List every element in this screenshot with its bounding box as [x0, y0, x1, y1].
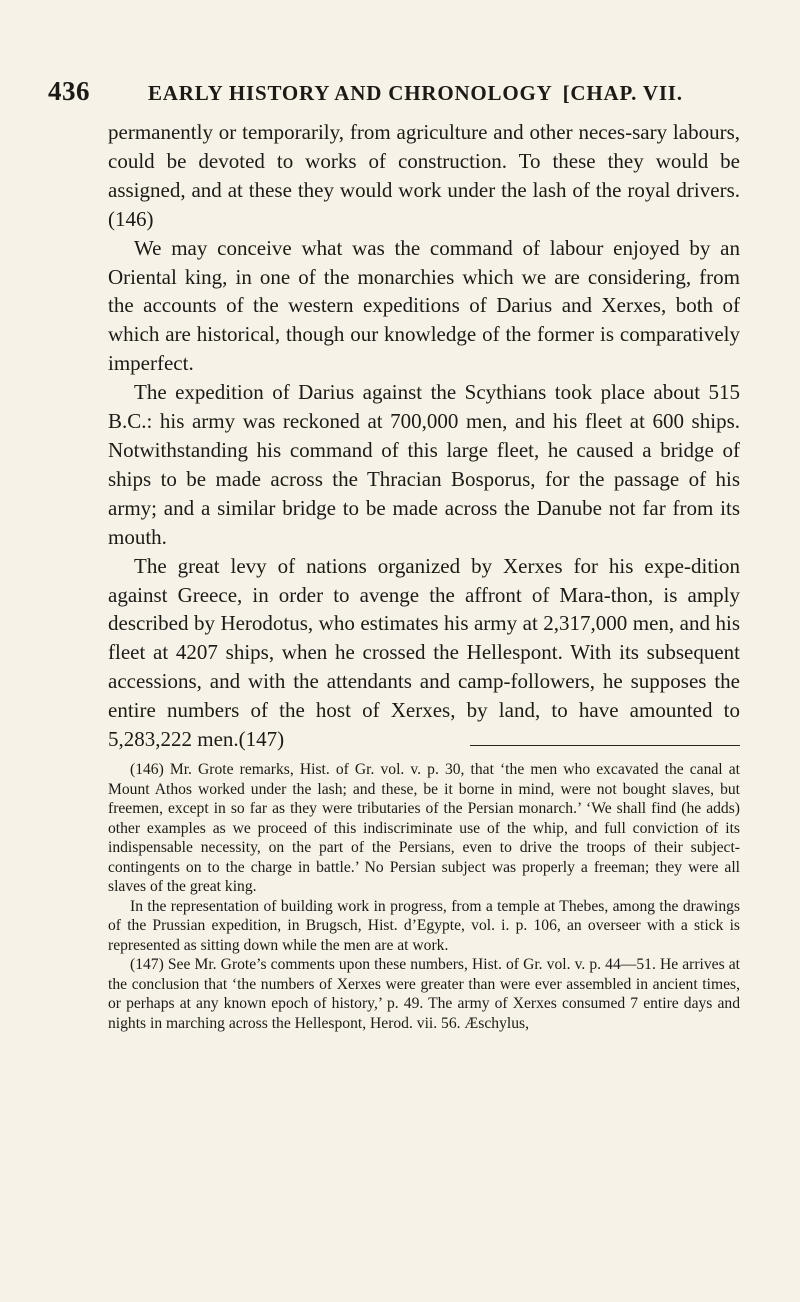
- page-number: 436: [48, 76, 90, 106]
- body-paragraph: permanently or temporarily, from agriculture and other neces-sary labours, could be devoted to works of construction. To these they would be assigned, and at these they would work under the lash of the royal drivers.(146): [108, 120, 740, 231]
- chapter-label: [CHAP. VII.: [562, 81, 683, 105]
- body-paragraph: The great levy of nations organized by Xerxes for his expe-dition against Greece, in order to avenge the affront of Mara-thon, is amply described by Herodotus, who estimates his army at 2,317,000 men, and his fleet at 4207 ships, when he crossed the Hellespont. With its subsequent accessions, and with the attendants and camp-followers, he supposes the entire numbers of the host of Xerxes, by land, to have amounted to 5,283,222 men.(147): [108, 553, 740, 752]
- running-header: [48, 76, 748, 107]
- body-paragraph: We may conceive what was the command of labour enjoyed by an Oriental king, in one of the monarchies which we are considering, from the accounts of the western expeditions of Darius and Xerxes, both of which are historical, though our knowledge of the former is comparatively imperfect.: [108, 235, 740, 376]
- footnotes: [108, 760, 740, 1033]
- body-paragraph: The expedition of Darius against the Scythians took place about 515 B.C.: his army was reckoned at 700,000 men, and his fleet at 600 ships. Notwithstanding his command of this large fleet, he caused a bridge of ships to be made across the Thracian Bosporus, for the passage of his army; and a similar bridge to be made across the Danube not far from its mouth.: [108, 380, 740, 549]
- footnote-146-continued: In the representation of building work in progress, from a temple at Thebes, among the drawings of the Prussian expedition, in Brugsch, Hist. d’Egypte, vol. i. p. 106, an overseer with a stick is represented as sitting down while the men are at work.: [108, 897, 740, 954]
- body-text: [108, 118, 740, 754]
- footnote-147: (147) See Mr. Grote’s comments upon these numbers, Hist. of Gr. vol. v. p. 44—51. He arrives at the conclusion that ‘the numbers of Xerxes were greater than were ever assembled in ancient times, or perhaps at any known epoch of history,’ p. 49. The army of Xerxes consumed 7 entire days and nights in marching across the Hellespont, Herod. vii. 56. Æschylus,: [108, 956, 740, 1032]
- footnote-divider: [470, 745, 740, 746]
- running-title: EARLY HISTORY AND CHRONOLOGY: [148, 81, 553, 105]
- footnote-146: (146) Mr. Grote remarks, Hist. of Gr. vol. v. p. 30, that ‘the men who excavated the canal at Mount Athos worked under the lash; and these, be it borne in mind, were not bought slaves, but freemen, except in so far as they were tributaries of the Persian monarch.’ ‘We shall find (he adds) other examples as we proceed of this indiscriminate use of the whip, and full conviction of its indispensable necessity, on the part of the Persians, even to drive the troops of their subject-contingents on to the charge in battle.’ No Persian subject was properly a freeman; they were all slaves of the great king.: [108, 761, 740, 895]
